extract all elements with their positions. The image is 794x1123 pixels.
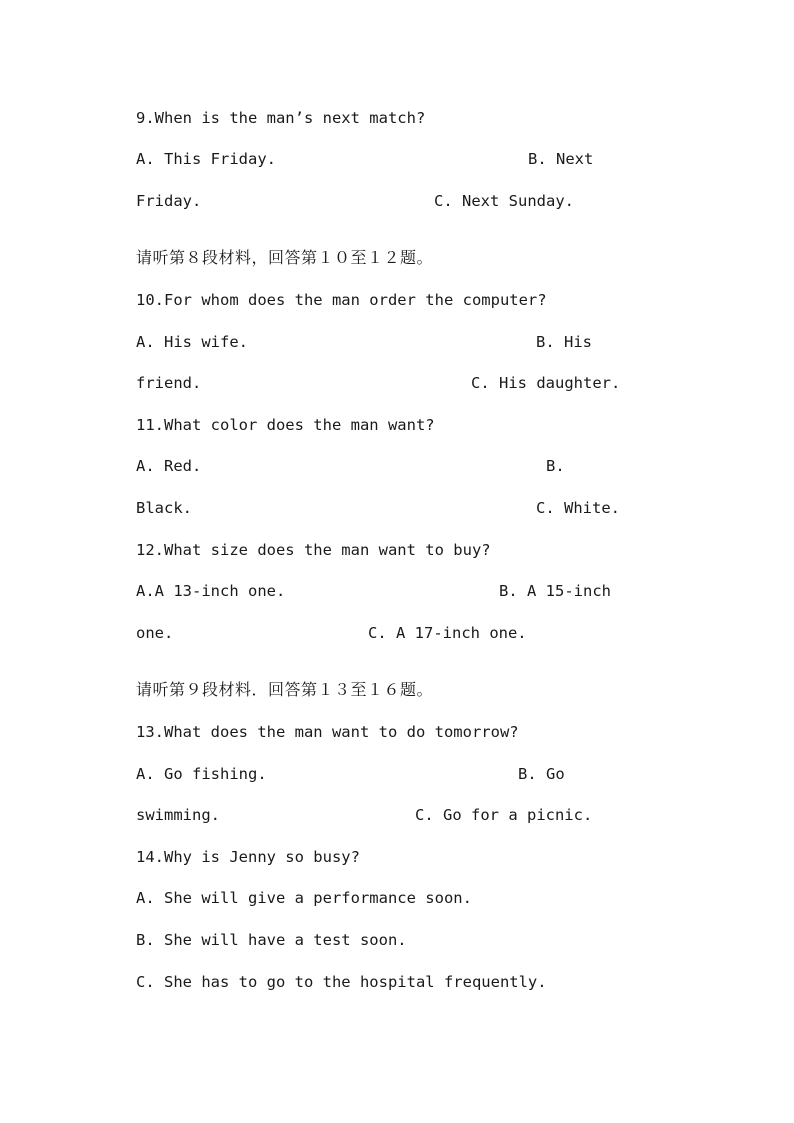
question-14-option-a: A. She will give a performance soon. (136, 889, 472, 907)
question-10-option-b: B. His (536, 333, 592, 351)
question-11-option-a: A. Red. (136, 457, 202, 475)
question-13-option-b-continued: swimming. (136, 806, 220, 824)
question-9-option-c: C. Next Sunday. (434, 192, 574, 210)
question-9-stem: 9.When is the man’s next match? (136, 109, 426, 127)
question-10-option-b-continued: friend. (136, 374, 202, 392)
question-9-option-b: B. Next (528, 150, 594, 168)
question-9-option-b-continued: Friday. (136, 192, 202, 210)
question-12-stem: 12.What size does the man want to buy? (136, 541, 491, 559)
question-13-option-c: C. Go for a picnic. (415, 806, 593, 824)
section-8-heading: 请听第８段材料，回答第１０至１２题。 (136, 248, 434, 267)
question-10-stem: 10.For whom does the man order the computer? (136, 291, 547, 309)
question-14-stem: 14.Why is Jenny so busy? (136, 848, 360, 866)
question-11-option-b-continued: Black. (136, 499, 192, 517)
question-13-option-b: B. Go (518, 765, 565, 783)
question-14-option-c: C. She has to go to the hospital frequently. (136, 973, 547, 991)
question-11-option-b: B. (546, 457, 565, 475)
question-12-option-b-continued: one. (136, 624, 174, 642)
question-11-stem: 11.What color does the man want? (136, 416, 435, 434)
question-10-option-a: A. His wife. (136, 333, 248, 351)
question-9-option-a: A. This Friday. (136, 150, 276, 168)
question-14-option-b: B. She will have a test soon. (136, 931, 407, 949)
question-11-option-c: C. White. (536, 499, 620, 517)
question-12-option-c: C. A 17-inch one. (368, 624, 527, 642)
question-10-option-c: C. His daughter. (471, 374, 621, 392)
section-9-heading: 请听第９段材料．回答第１３至１６题。 (136, 680, 434, 699)
question-12-option-b: B. A 15-inch (499, 582, 611, 600)
question-13-stem: 13.What does the man want to do tomorrow? (136, 723, 519, 741)
question-13-option-a: A. Go fishing. (136, 765, 267, 783)
question-12-option-a: A.A 13-inch one. (136, 582, 286, 600)
